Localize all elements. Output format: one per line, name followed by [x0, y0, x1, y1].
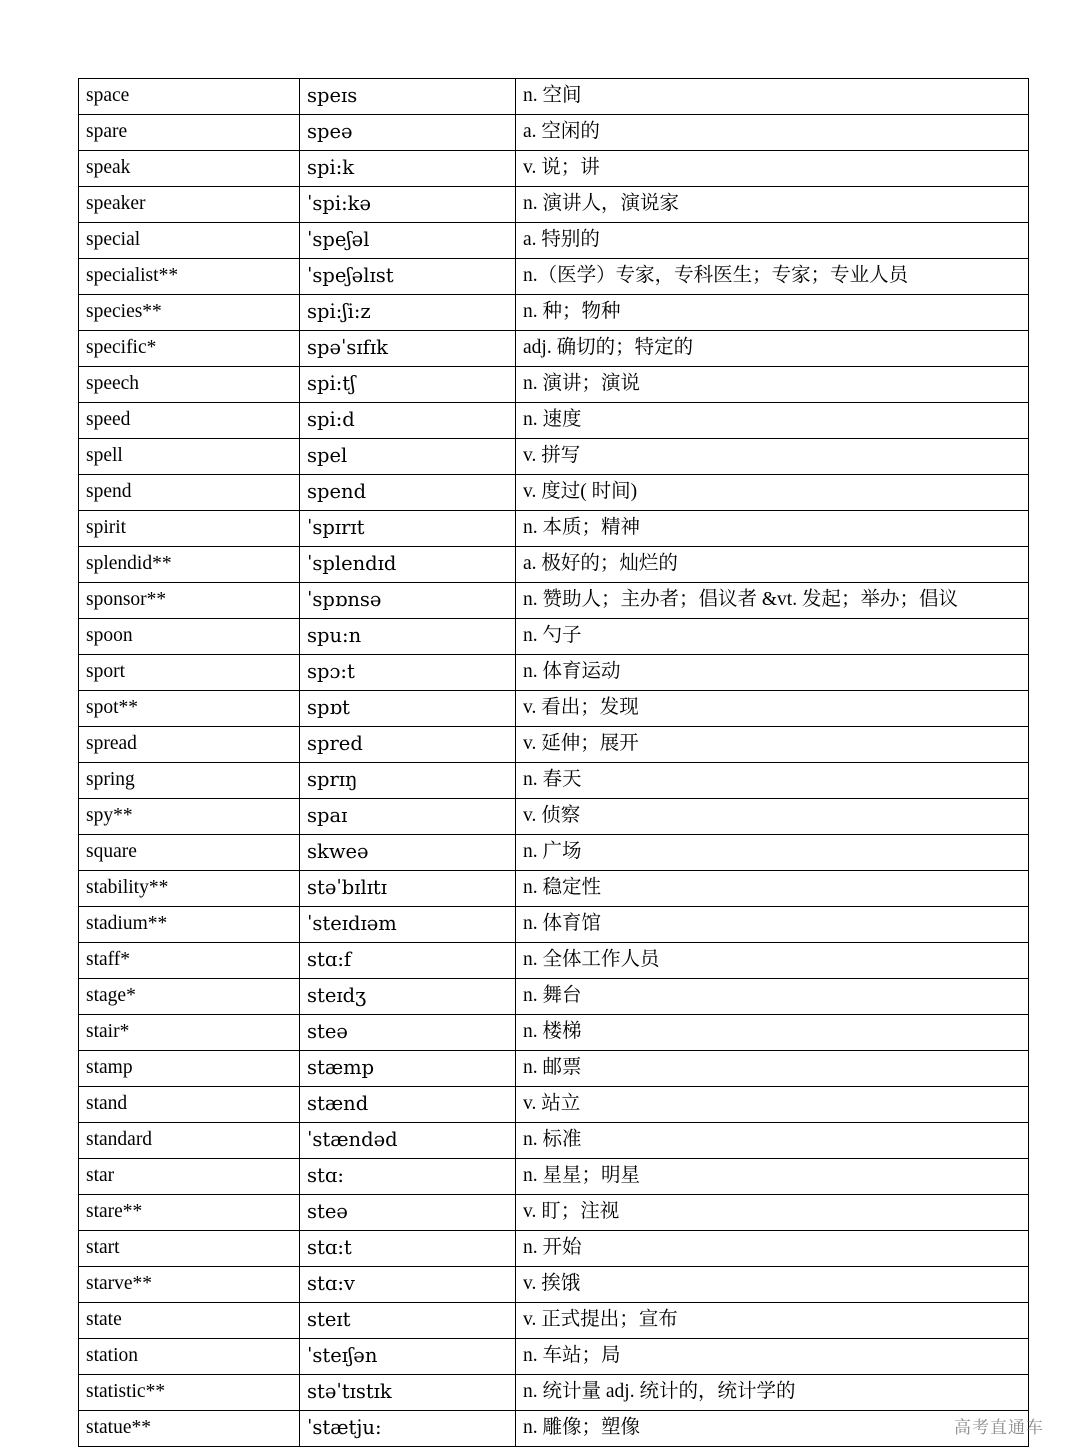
cell-word: speech [79, 367, 300, 403]
table-row [79, 943, 1029, 979]
table-row [79, 295, 1029, 331]
cell-phonetic: skweə [300, 835, 516, 871]
cell-phonetic: steə [300, 1195, 516, 1231]
table-row [79, 475, 1029, 511]
cell-definition: n. 车站；局 [516, 1339, 1029, 1375]
cell-definition: n. 统计量 adj. 统计的，统计学的 [516, 1375, 1029, 1411]
cell-definition: n. 空间 [516, 79, 1029, 115]
cell-phonetic: stæmp [300, 1051, 516, 1087]
cell-word: stare** [79, 1195, 300, 1231]
cell-phonetic: stəˈbɪlɪtɪ [300, 871, 516, 907]
cell-definition: n. 邮票 [516, 1051, 1029, 1087]
cell-phonetic: spɒt [300, 691, 516, 727]
cell-phonetic: ˈspeʃəl [300, 223, 516, 259]
table-row [79, 439, 1029, 475]
vocabulary-table-body [79, 79, 1029, 1447]
cell-phonetic: ˈspi:kə [300, 187, 516, 223]
cell-phonetic: steɪdʒ [300, 979, 516, 1015]
cell-definition: v. 度过( 时间) [516, 475, 1029, 511]
table-row [79, 403, 1029, 439]
cell-word: statue** [79, 1411, 300, 1447]
cell-definition: n. 稳定性 [516, 871, 1029, 907]
cell-word: spend [79, 475, 300, 511]
table-row [79, 1015, 1029, 1051]
cell-word: start [79, 1231, 300, 1267]
cell-phonetic: ˈstætju: [300, 1411, 516, 1447]
cell-definition: n. 种；物种 [516, 295, 1029, 331]
table-row [79, 655, 1029, 691]
cell-definition: v. 说；讲 [516, 151, 1029, 187]
cell-definition: a. 特别的 [516, 223, 1029, 259]
cell-definition: n. 体育运动 [516, 655, 1029, 691]
cell-word: starve** [79, 1267, 300, 1303]
table-row [79, 115, 1029, 151]
table-row [79, 1411, 1029, 1447]
cell-phonetic: spu:n [300, 619, 516, 655]
cell-phonetic: spred [300, 727, 516, 763]
table-row [79, 511, 1029, 547]
cell-definition: v. 侦察 [516, 799, 1029, 835]
cell-phonetic: ˈstændəd [300, 1123, 516, 1159]
cell-definition: a. 极好的；灿烂的 [516, 547, 1029, 583]
cell-word: special [79, 223, 300, 259]
table-row [79, 79, 1029, 115]
cell-phonetic: ˈsteɪdɪəm [300, 907, 516, 943]
table-row [79, 1303, 1029, 1339]
cell-definition: v. 看出；发现 [516, 691, 1029, 727]
table-row [79, 979, 1029, 1015]
cell-definition: v. 拼写 [516, 439, 1029, 475]
table-row [79, 1123, 1029, 1159]
cell-word: stability** [79, 871, 300, 907]
cell-word: speed [79, 403, 300, 439]
cell-definition: adj. 确切的；特定的 [516, 331, 1029, 367]
cell-definition: n. 雕像；塑像 [516, 1411, 1029, 1447]
cell-phonetic: ˈsteɪʃən [300, 1339, 516, 1375]
cell-definition: n. 广场 [516, 835, 1029, 871]
table-row [79, 871, 1029, 907]
cell-phonetic: speə [300, 115, 516, 151]
cell-phonetic: spend [300, 475, 516, 511]
cell-phonetic: stəˈtɪstɪk [300, 1375, 516, 1411]
cell-word: stadium** [79, 907, 300, 943]
cell-definition: n. 舞台 [516, 979, 1029, 1015]
cell-definition: n. 星星；明星 [516, 1159, 1029, 1195]
cell-definition: n. 勺子 [516, 619, 1029, 655]
watermark: 高考直通车 [954, 1418, 1044, 1437]
table-row [79, 187, 1029, 223]
table-row [79, 763, 1029, 799]
cell-definition: n. 本质；精神 [516, 511, 1029, 547]
cell-phonetic: stænd [300, 1087, 516, 1123]
table-row [79, 1231, 1029, 1267]
cell-definition: v. 挨饿 [516, 1267, 1029, 1303]
table-row [79, 1195, 1029, 1231]
cell-phonetic: spel [300, 439, 516, 475]
cell-phonetic: steə [300, 1015, 516, 1051]
cell-word: sport [79, 655, 300, 691]
vocabulary-table [78, 78, 1029, 1447]
cell-phonetic: steɪt [300, 1303, 516, 1339]
table-row [79, 331, 1029, 367]
table-row [79, 367, 1029, 403]
cell-word: stamp [79, 1051, 300, 1087]
table-row [79, 1087, 1029, 1123]
cell-definition: n. 开始 [516, 1231, 1029, 1267]
table-row [79, 223, 1029, 259]
table-row [79, 907, 1029, 943]
table-row [79, 583, 1029, 619]
cell-phonetic: ˈsplendɪd [300, 547, 516, 583]
cell-phonetic: speɪs [300, 79, 516, 115]
cell-phonetic: spi:k [300, 151, 516, 187]
cell-word: sponsor** [79, 583, 300, 619]
cell-phonetic: ˈspɒnsə [300, 583, 516, 619]
cell-word: spoon [79, 619, 300, 655]
cell-word: splendid** [79, 547, 300, 583]
cell-phonetic: stɑ:v [300, 1267, 516, 1303]
cell-definition: v. 盯；注视 [516, 1195, 1029, 1231]
cell-definition: v. 站立 [516, 1087, 1029, 1123]
table-row [79, 799, 1029, 835]
cell-phonetic: ˈspɪrɪt [300, 511, 516, 547]
cell-word: space [79, 79, 300, 115]
cell-word: stand [79, 1087, 300, 1123]
cell-phonetic: spɔ:t [300, 655, 516, 691]
cell-definition: n. 赞助人；主办者；倡议者 &vt. 发起；举办；倡议 [516, 583, 1029, 619]
cell-definition: v. 延伸；展开 [516, 727, 1029, 763]
cell-word: spot** [79, 691, 300, 727]
cell-word: spirit [79, 511, 300, 547]
cell-word: specialist** [79, 259, 300, 295]
cell-phonetic: spi:tʃ [300, 367, 516, 403]
cell-definition: a. 空闲的 [516, 115, 1029, 151]
cell-word: square [79, 835, 300, 871]
cell-word: station [79, 1339, 300, 1375]
cell-word: stage* [79, 979, 300, 1015]
table-row [79, 1159, 1029, 1195]
table-row [79, 151, 1029, 187]
cell-word: stair* [79, 1015, 300, 1051]
cell-phonetic: spəˈsɪfɪk [300, 331, 516, 367]
cell-word: spy** [79, 799, 300, 835]
cell-phonetic: spi:ʃi:z [300, 295, 516, 331]
cell-word: spring [79, 763, 300, 799]
cell-word: state [79, 1303, 300, 1339]
cell-phonetic: stɑ:t [300, 1231, 516, 1267]
cell-definition: n. 演讲人，演说家 [516, 187, 1029, 223]
cell-word: spare [79, 115, 300, 151]
cell-definition: n. 标准 [516, 1123, 1029, 1159]
cell-word: species** [79, 295, 300, 331]
cell-definition: n. 演讲；演说 [516, 367, 1029, 403]
table-row [79, 835, 1029, 871]
cell-phonetic: stɑ:f [300, 943, 516, 979]
cell-definition: v. 正式提出；宣布 [516, 1303, 1029, 1339]
cell-word: statistic** [79, 1375, 300, 1411]
table-row [79, 1375, 1029, 1411]
cell-definition: n.（医学）专家，专科医生；专家；专业人员 [516, 259, 1029, 295]
cell-word: star [79, 1159, 300, 1195]
table-row [79, 547, 1029, 583]
cell-word: spread [79, 727, 300, 763]
cell-word: specific* [79, 331, 300, 367]
cell-phonetic: sprɪŋ [300, 763, 516, 799]
cell-phonetic: spi:d [300, 403, 516, 439]
cell-definition: n. 速度 [516, 403, 1029, 439]
cell-definition: n. 全体工作人员 [516, 943, 1029, 979]
table-row [79, 1339, 1029, 1375]
table-row [79, 619, 1029, 655]
cell-word: speak [79, 151, 300, 187]
table-row [79, 1267, 1029, 1303]
cell-definition: n. 体育馆 [516, 907, 1029, 943]
cell-phonetic: ˈspeʃəlɪst [300, 259, 516, 295]
cell-word: standard [79, 1123, 300, 1159]
table-row [79, 259, 1029, 295]
cell-word: speaker [79, 187, 300, 223]
cell-phonetic: stɑ: [300, 1159, 516, 1195]
cell-word: spell [79, 439, 300, 475]
table-row [79, 1051, 1029, 1087]
cell-word: staff* [79, 943, 300, 979]
cell-phonetic: spaɪ [300, 799, 516, 835]
table-row [79, 727, 1029, 763]
cell-definition: n. 楼梯 [516, 1015, 1029, 1051]
table-row [79, 691, 1029, 727]
cell-definition: n. 春天 [516, 763, 1029, 799]
